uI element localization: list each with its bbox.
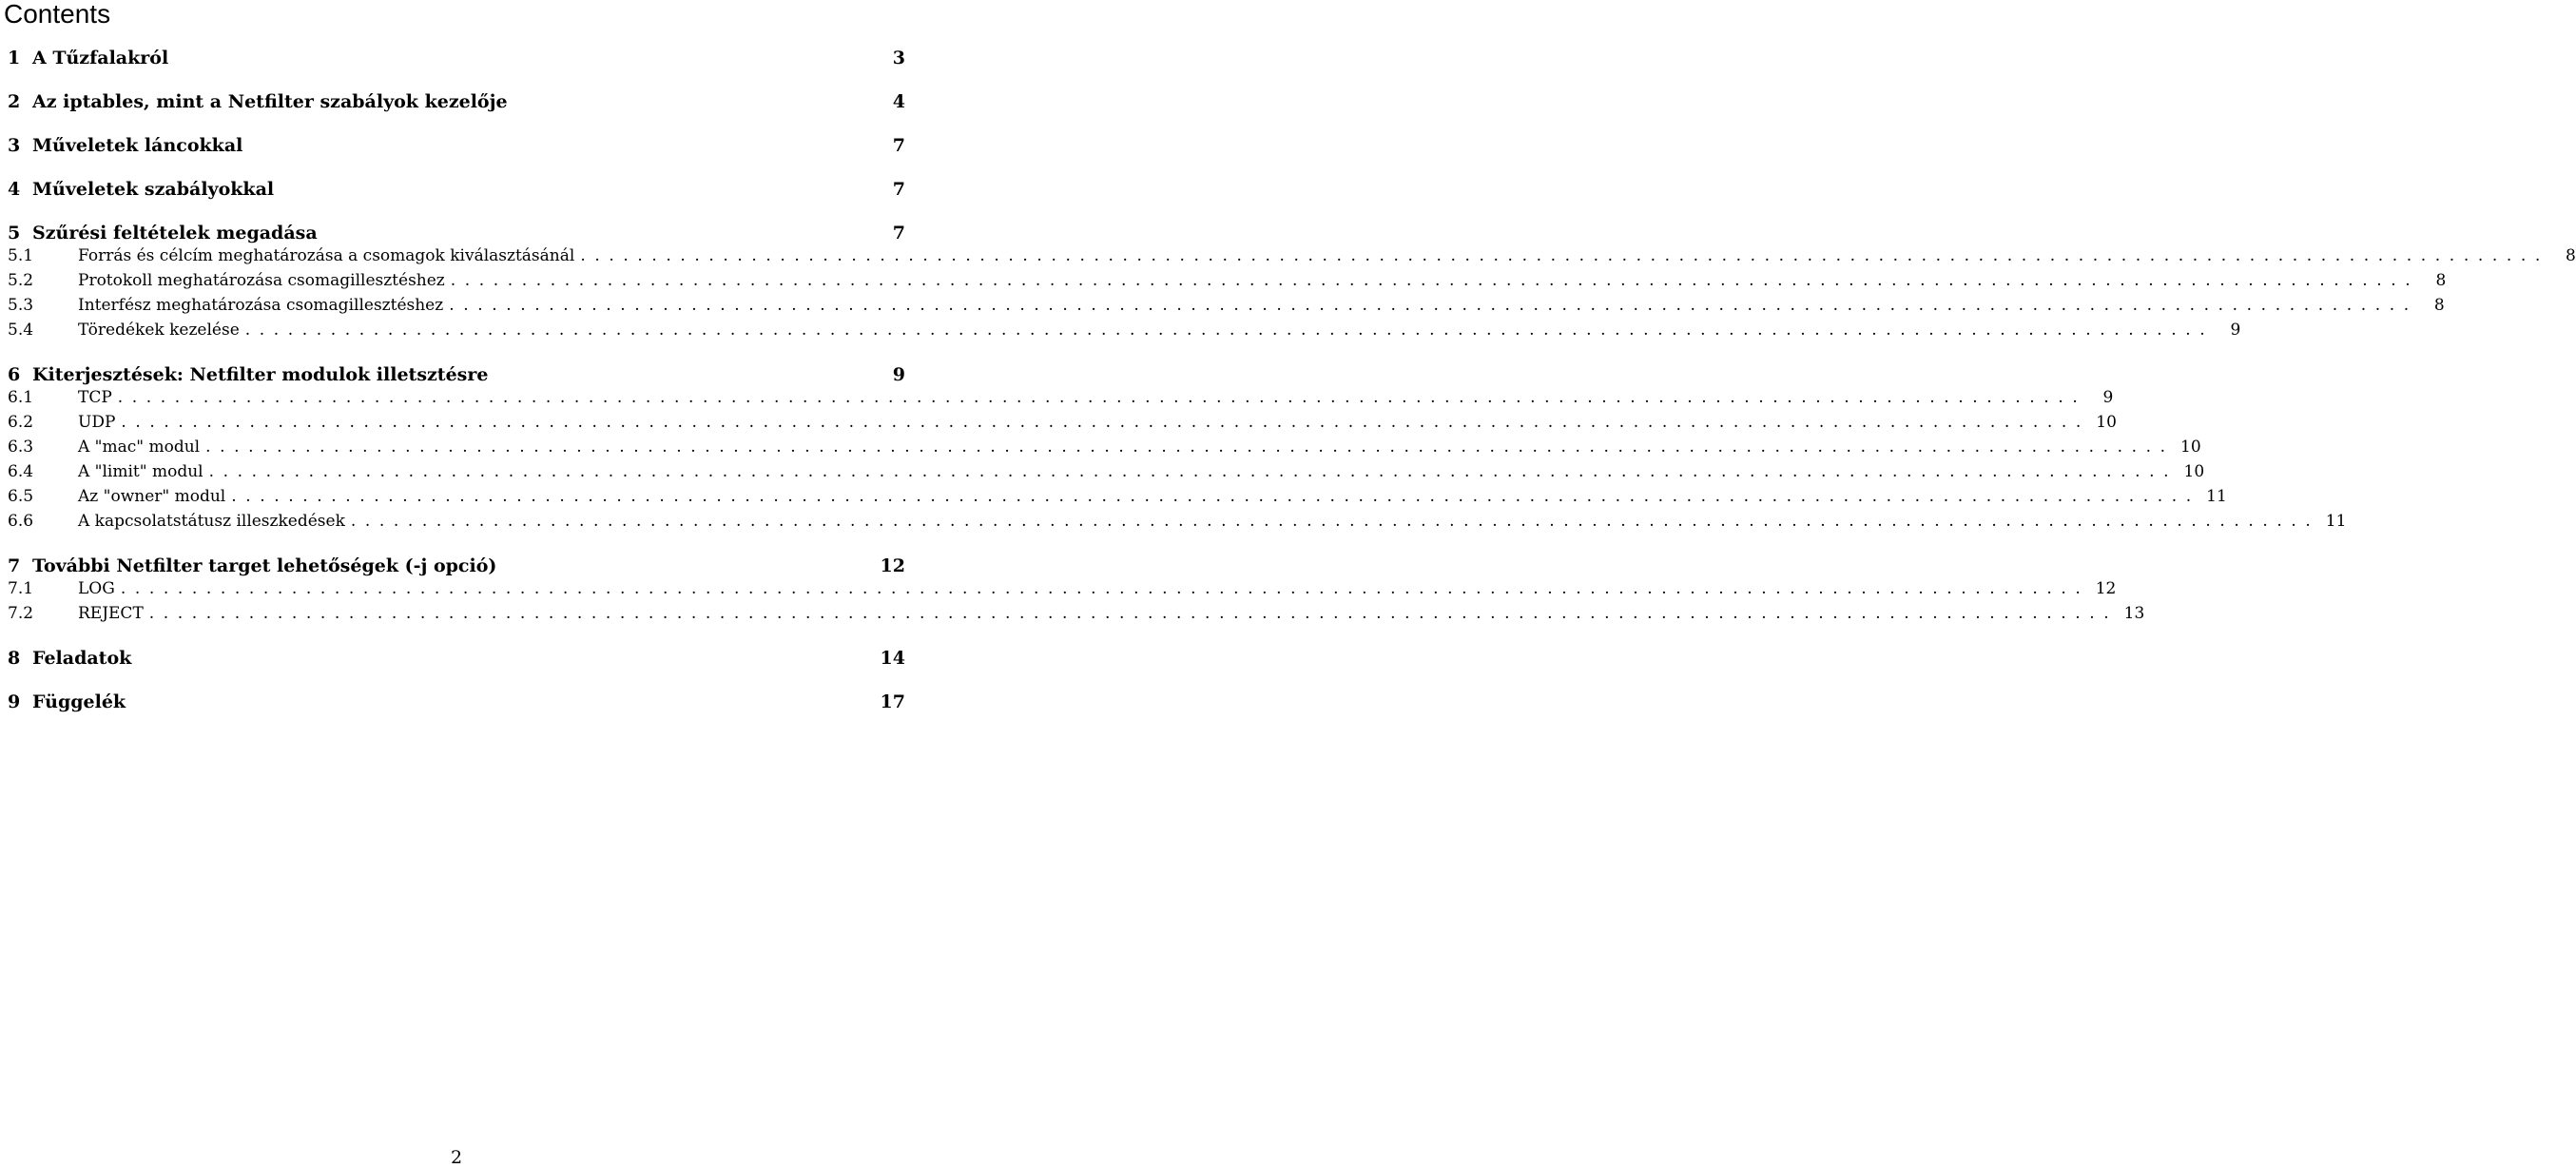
toc-entry-page: 10 [2096,413,2117,432]
toc-entry-number: 7 [8,555,21,576]
toc-entry-page: 10 [2180,438,2201,457]
toc-entry-page: 11 [2325,512,2347,531]
toc-entry-label: REJECT [78,604,144,623]
toc-entry-label: Műveletek szabályokkal [32,179,275,200]
toc-entry-9[interactable] [8,691,905,714]
toc-entry-6[interactable] [8,364,905,387]
toc-dot-leader: .......................................................................................................................................... [244,321,2215,340]
toc-entry-5-2[interactable] [8,271,2447,294]
toc-entry-number: 7.1 [8,579,34,598]
toc-entry-number: 6 [8,364,21,385]
toc-entry-label: További Netfilter target lehetőségek (-j opció) [32,555,497,576]
toc-entry-label: A "limit" modul [78,462,203,481]
toc-dot-leader: .......................................................................................................................................... [121,413,2090,432]
toc-entry-label: LOG [78,579,115,598]
toc-entry-number: 5.1 [8,246,34,265]
toc-entry-number: 6.3 [8,438,34,457]
toc-entry-page: 13 [2123,604,2145,623]
toc-entry-page: 12 [2095,579,2117,598]
toc-entry-page: 7 [892,223,905,243]
toc-entry-6-3[interactable] [8,438,2201,460]
toc-dot-leader: .......................................................................................................................................... [580,246,2549,265]
page-number: 2 [450,1147,463,1168]
toc-dot-leader: .......................................................................................................................................... [120,579,2090,598]
toc-entry-page: 9 [2102,388,2114,407]
toc-entry-page: 10 [2183,462,2205,481]
toc-entry-6-5[interactable] [8,487,2227,510]
toc-entry-number: 4 [8,179,21,200]
toc-entry-1[interactable] [8,48,905,70]
toc-entry-number: 9 [8,691,21,712]
toc-entry-page: 11 [2206,487,2227,506]
toc-entry-label: Feladatok [32,648,132,669]
toc-entry-number: 5.4 [8,321,34,340]
toc-entry-page: 8 [2435,271,2447,290]
toc-entry-page: 7 [892,179,905,200]
toc-entry-label: Függelék [32,691,126,712]
toc-entry-page: 8 [2433,296,2445,315]
toc-entry-number: 6.4 [8,462,34,481]
toc-entry-number: 2 [8,91,21,112]
toc-entry-3[interactable] [8,135,905,158]
toc-entry-5-4[interactable] [8,321,2241,343]
toc-entry-label: Kiterjesztések: Netfilter modulok illetsztésre [32,364,489,385]
toc-entry-number: 6.1 [8,388,34,407]
toc-entry-label: TCP [78,388,112,407]
toc-entry-label: Szűrési feltételek megadása [32,223,318,243]
toc-entry-label: Műveletek láncokkal [32,135,243,156]
toc-entry-6-6[interactable] [8,512,2347,535]
toc-entry-number: 5.3 [8,296,34,315]
toc-entry-5-3[interactable] [8,296,2445,319]
toc-entry-number: 7.2 [8,604,34,623]
toc-entry-number: 6.5 [8,487,34,506]
toc-dot-leader: .......................................................................................................................................... [148,604,2119,623]
toc-entry-number: 3 [8,135,21,156]
toc-dot-leader: .......................................................................................................................................... [450,271,2420,290]
toc-entry-7-1[interactable] [8,579,2117,602]
toc-entry-6-1[interactable] [8,388,2114,411]
toc-entry-label: A "mac" modul [78,438,201,457]
toc-entry-number: 1 [8,48,21,68]
page-title: Contents [4,0,111,29]
toc-entry-label: Protokoll meghatározása csomagillesztéshez [78,271,445,290]
toc-entry-page: 12 [880,555,905,576]
toc-entry-6-2[interactable] [8,413,2117,436]
toc-entry-page: 14 [880,648,905,669]
toc-entry-2[interactable] [8,91,905,114]
toc-entry-label: Forrás és célcím meghatározása a csomagok kiválasztásánál [78,246,575,265]
toc-entry-page: 8 [2566,246,2576,265]
toc-entry-label: Az "owner" modul [78,487,226,506]
toc-entry-number: 5 [8,223,21,243]
toc-entry-7-2[interactable] [8,604,2145,627]
toc-dot-leader: .......................................................................................................................................... [117,388,2087,407]
toc-dot-leader: .......................................................................................................................................... [350,512,2320,531]
toc-dot-leader: .......................................................................................................................................... [449,296,2418,315]
toc-entry-number: 8 [8,648,21,669]
toc-entry-5[interactable] [8,223,905,245]
toc-entry-5-1[interactable] [8,246,2576,269]
toc-entry-page: 9 [892,364,905,385]
toc-entry-page: 7 [892,135,905,156]
toc-dot-leader: .......................................................................................................................................... [208,462,2179,481]
toc-entry-page: 17 [880,691,905,712]
toc-entry-number: 6.6 [8,512,34,531]
toc-entry-8[interactable] [8,648,905,671]
toc-entry-label: Interfész meghatározása csomagillesztéshez [78,296,444,315]
toc-dot-leader: .......................................................................................................................................... [205,438,2175,457]
toc-entry-page: 4 [892,91,905,112]
toc-entry-number: 5.2 [8,271,34,290]
toc-dot-leader: .......................................................................................................................................... [231,487,2200,506]
toc-entry-label: UDP [78,413,116,432]
toc-entry-label: Töredékek kezelése [78,321,240,340]
toc-entry-label: Az iptables, mint a Netfilter szabályok kezelője [32,91,508,112]
toc-entry-6-4[interactable] [8,462,2205,485]
toc-entry-page: 9 [2230,321,2241,340]
toc-entry-4[interactable] [8,179,905,202]
toc-entry-page: 3 [892,48,905,68]
toc-entry-7[interactable] [8,555,905,578]
toc-entry-number: 6.2 [8,413,34,432]
toc-entry-label: A kapcsolatstátusz illeszkedések [78,512,345,531]
toc-entry-label: A Tűzfalakról [32,48,169,68]
